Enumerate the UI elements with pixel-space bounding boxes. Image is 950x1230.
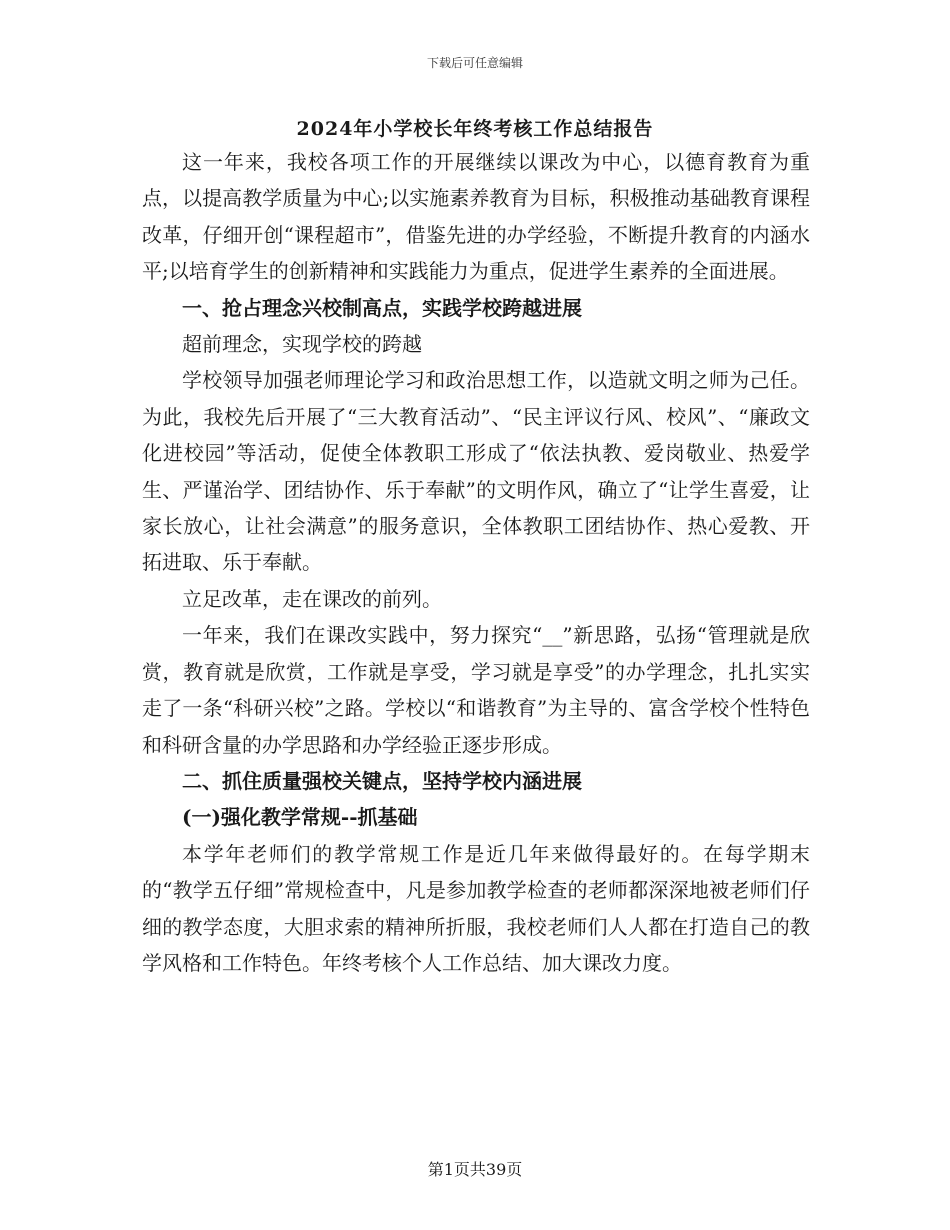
document-title: 2024年小学校长年终考核工作总结报告 (296, 118, 654, 140)
subsection-heading-1: (一)强化教学常规--抓基础 (182, 805, 418, 830)
paragraph-teaching-routine: 本学年老师们的教学常规工作是近几年来做得最好的。在每学期末的“教学五仔细”常规检查中，凡是参加教学检查的老师都深深地被老师们仔细的教学态度，大胆求索的精神所折服，我校老师们人人都在打造自己的教学风格和工作特色。年终考核个人工作总结、加大课改力度。 (142, 841, 810, 975)
page-number: 第1页共39页 (427, 1160, 523, 1179)
document-body (142, 144, 810, 981)
subheading-advanced-philosophy: 超前理念，实现学校的跨越 (182, 332, 422, 357)
paragraph-intro: 这一年来，我校各项工作的开展继续以课改为中心，以德育教育为重点，以提高教学质量为中心;以实施素养教育为目标，积极推动基础教育课程改革，仔细开创“课程超市”，借鉴先进的办学经验，不断提升教育的内涵水平;以培育学生的创新精神和实践能力为重点，促进学生素养的全面进展。 (142, 150, 810, 284)
paragraph-teacher-training: 学校领导加强老师理论学习和政治思想工作，以造就文明之师为己任。为此，我校先后开展了“三大教育活动”、“民主评议行风、校风”、“廉政文化进校园”等活动，促使全体教职工形成了“依法执教、爱岗敬业、热爱学生、严谨治学、团结协作、乐于奉献”的文明作风，确立了“让学生喜爱，让家长放心，让社会满意”的服务意识，全体教职工团结协作、热心爱教、开拓进取、乐于奉献。 (142, 368, 810, 575)
header-note: 下载后可任意编辑 (426, 56, 523, 70)
section-heading-1: 一、抢占理念兴校制高点，实践学校跨越进展 (182, 295, 582, 320)
paragraph-curriculum-reform: 一年来，我们在课改实践中，努力探究“__”新思路，弘扬“管理就是欣赏，教育就是欣赏，工作就是享受，学习就是享受”的办学理念，扎扎实实走了一条“科研兴校”之路。学校以“和谐教育”为主导的、富含学校个性特色和科研含量的办学思路和办学经验正逐步形成。 (142, 623, 810, 757)
section-heading-2: 二、抓住质量强校关键点，坚持学校内涵进展 (182, 768, 582, 793)
subheading-reform: 立足改革，走在课改的前列。 (182, 586, 442, 611)
